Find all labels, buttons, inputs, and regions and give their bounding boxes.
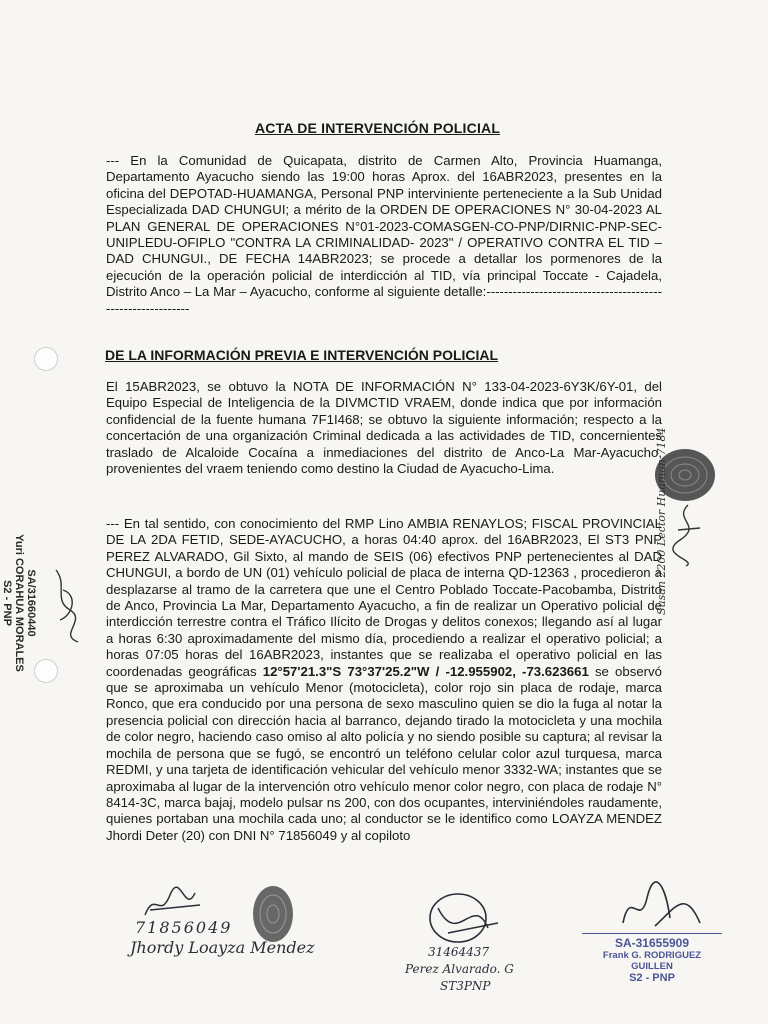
stamp-line: Yuri CORAHUA MORALES (13, 534, 25, 672)
stamp-line: SA/31660440 (25, 569, 37, 637)
section-title: DE LA INFORMACIÓN PREVIA E INTERVENCIÓN POLICIAL (105, 347, 499, 363)
intervention-paragraph (106, 516, 662, 844)
left-margin-stamp (1, 528, 37, 678)
coordinates-text: 12°57'21.3"S 73°37'25.2"W / -12.955902, -73.623661 (262, 663, 589, 679)
signature-1-dni: 71856049 (135, 918, 233, 937)
document-title: ACTA DE INTERVENCIÓN POLICIAL (255, 120, 501, 136)
left-margin-signature (48, 560, 88, 650)
previous-info-paragraph: El 15ABR2023, se obtuvo la NOTA DE INFORMACIÓN N° 133-04-2023-6Y3K/6Y-01, del Equipo Especial de Inteligencia de la DIVMCTID VRAEM, donde indica que por información confidencial de la fuente humana 7F1I468; se obtuvo la siguiente información; respecto a la concertación de una organización Criminal dedicada a las actividades de TID, concernientes traslado de Alcaloide Cocaína a inmediaciones del distrito de Anco-La Mar-Ayacucho, provenientes del vraem teniendo como destino la Ciudad de Ayacucho-Lima. (106, 379, 662, 477)
punch-hole (34, 347, 58, 371)
intervention-text-part-1: --- En tal sentido, con conocimiento del RMP Lino AMBIA RENAYLOS; FISCAL PROVINCIAL DE LA 2DA FETID, SEDE-AYACUCHO, a horas 04:40 aprox. del 16ABR2023, El ST3 PNP PEREZ ALVARADO, Gil Sixto, al mando de SEIS (06) efectivos PNP pertenecientes al DAD CHUNGUI, a bordo de UN (01) vehículo policial de placa de interna QD-12363 , procedieron a desplazarse al tramo de la carretera que une el Centro Poblado Toccate-Pacobamba, Distrito de Anco, Provincia La Mar, Departamento Ayacucho, a fin de realizar un Operativo policial de interdicción terrestre contra el Tráfico Ilícito de Drogas y delitos conexos; llegando así al lugar a horas 6:30 aproximadamente del mismo día, procediendo a realizar el operativo policial; a horas 07:05 horas del 16ABR2023, instantes que se realizaba el operativo policial en las coordenadas geográficas (106, 516, 662, 679)
signature-1-name: Jhordy Loayza Mendez (130, 938, 315, 957)
stamp-rank: S2 - PNP (629, 972, 675, 984)
right-margin-signature (668, 500, 708, 570)
punch-hole (34, 659, 58, 683)
signature-3 (615, 878, 705, 938)
stamp-name: Frank G. RODRIGUEZ GUILLEN (602, 950, 702, 972)
stamp-code: SA-31655909 (582, 933, 722, 950)
right-margin-handwritten-note: Susan 2200 Lector Huaman 7184 (655, 427, 668, 615)
stamp-line: S2 - PNP (1, 580, 13, 626)
signature-2-number: 31464437 (428, 945, 490, 959)
signature-2-rank: ST3PNP (440, 979, 491, 993)
signature-2-name: Perez Alvarado. G (405, 962, 514, 976)
official-stamp (582, 933, 722, 984)
intro-paragraph: --- En la Comunidad de Quicapata, distrito de Carmen Alto, Provincia Huamanga, Departamento Ayacucho siendo las 19:00 horas Aprox. del 16ABR2023, presentes en la oficina del DEPOTAD-HUAMANGA, Personal PNP interviniente perteneciente a la Sub Unidad Especializada DAD CHUNGUI; a mérito de la ORDEN DE OPERACIONES N° 30-04-2023 AL PLAN GENERAL DE OPERACIONES N°01-2023-COMASGEN-CO-PNP/DIRNIC-PNP-SEC-UNIPLEDU-OFIPLO "CONTRA LA CRIMINALIDAD- 2023" / OPERATIVO CONTRA EL TID –DAD CHUNGUI., DE FECHA 14ABR2023; se procede a detallar los pormenores de la ejecución de la operación policial de interdicción al TID, vía principal Toccate - Cajadela, Distrito Anco – La Mar – Ayacucho, conforme al siguiente detalle:----------------------------------------------------------- (106, 153, 662, 316)
intervention-text-part-2: se observó que se aproximaba un vehículo Menor (motocicleta), color rojo sin placa de rodaje, marca Ronco, que era conducido por una persona de sexo masculino quien se dio la fuga al notar la presencia policial con dirección hacia al barranco, dejando tirado la motocicleta y una mochila de color negro, haciendo caso omiso al alto policía y no siendo posible su captura; al revisar la mochila de persona que se fugó, se encontró un teléfono celular color azul turquesa, marca REDMI, y una tarjeta de identificación vehicular del vehículo menor 3332-WA; instantes que se aproximaba al lugar de la intervención otro vehículo menor color negro, con placa de rodaje N° 8414-3C, marca bajaj, modelo pulsar ns 200, con dos ocupantes, interviniéndoles raudamente, quienes portaban una mochila cada uno; al conductor se le identifico como LOAYZA MENDEZ Jhordi Deter (20) con DNI N° 71856049 y al copiloto (106, 663, 662, 843)
